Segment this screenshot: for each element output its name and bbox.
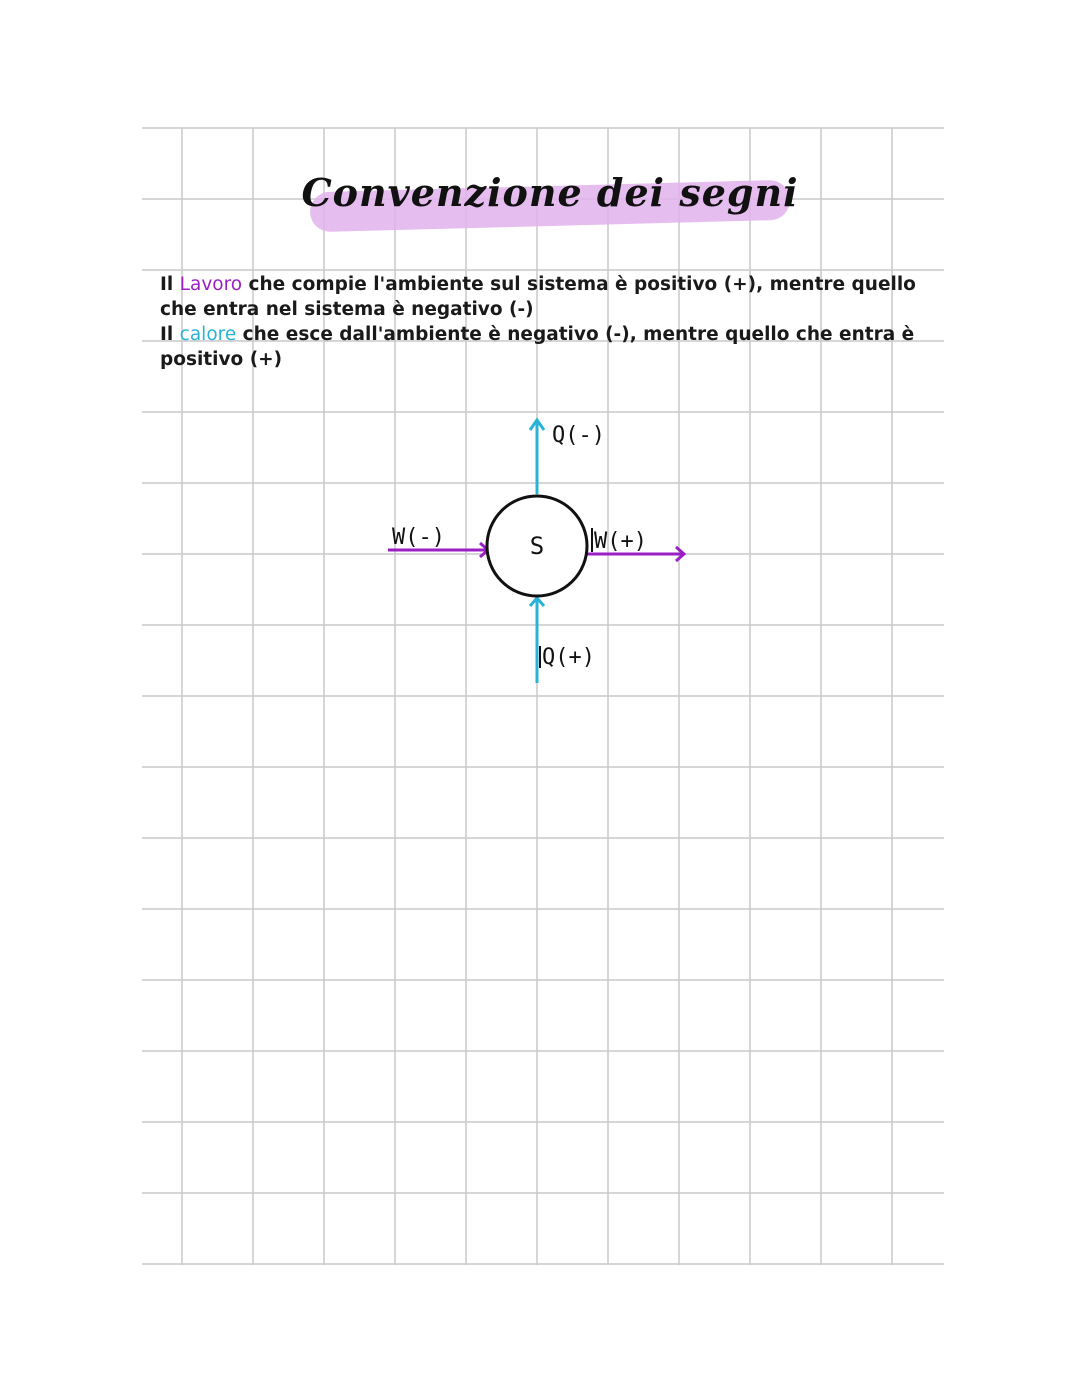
paragraph-work-text: che compie l'ambiente sul sistema è positivo (+), mentre quello che entra nel sistema è negativo (-) xyxy=(160,274,916,320)
paragraph-heat-lead: Il xyxy=(160,324,180,345)
system-label: S xyxy=(529,532,545,560)
keyword-calore: calore xyxy=(179,324,237,345)
paragraph-work-lead: Il xyxy=(160,274,180,295)
paragraph-work xyxy=(160,272,940,322)
page-title: Convenzione dei segni xyxy=(301,170,799,215)
work-in-label: W(-) xyxy=(392,525,445,550)
heat-out-label: Q(-) xyxy=(552,423,605,448)
heat-in-label: Q(+) xyxy=(542,645,595,670)
paragraph-heat xyxy=(160,322,940,372)
sign-convention-diagram xyxy=(380,410,700,700)
keyword-lavoro: Lavoro xyxy=(179,274,243,295)
paragraph-heat-text: che esce dall'ambiente è negativo (-), mentre quello che entra è positivo (+) xyxy=(160,324,915,370)
work-out-label: W(+) xyxy=(594,529,647,554)
